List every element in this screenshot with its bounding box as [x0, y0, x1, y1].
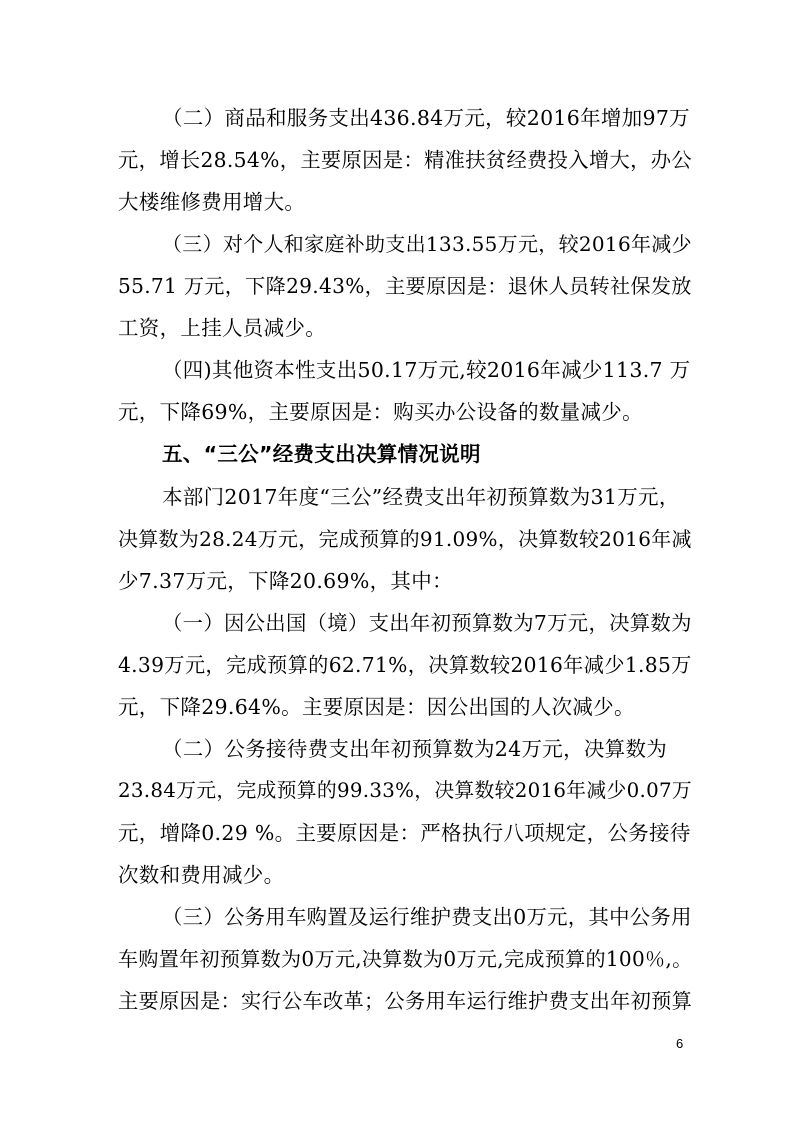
paragraph-3-line-1: （四)其他资本性支出50.17万元,较2016年减少113.7 万 — [162, 358, 691, 382]
paragraph-2-line-2: 55.71 万元，下降29.43%，主要原因是：退休人员转社保发放 — [118, 274, 692, 298]
paragraph-4-line-3: 少7.37万元，下降20.69%，其中： — [118, 569, 453, 593]
page-number: 6 — [676, 1036, 684, 1051]
paragraph-5-line-1: （一）因公出国（境）支出年初预算数为7万元，决算数为 — [162, 611, 692, 635]
paragraph-1-line-1: （二）商品和服务支出436.84万元，较2016年增加97万 — [162, 106, 690, 130]
paragraph-1-line-2: 元，增长28.54%，主要原因是：精准扶贫经费投入增大，办公 — [118, 148, 692, 172]
paragraph-2-line-3: 工资，上挂人员减少。 — [118, 316, 326, 340]
section-heading: 五、“三公”经费支出决算情况说明 — [162, 442, 481, 466]
paragraph-6-line-2: 23.84万元，完成预算的99.33%，决算数较2016年减少0.07万 — [118, 779, 692, 802]
paragraph-6-line-3: 元，增降0.29 %。主要原因是：严格执行八项规定，公务接待 — [118, 821, 691, 845]
paragraph-5-line-2: 4.39万元，完成预算的62.71%，决算数较2016年减少1.85万 — [118, 653, 692, 677]
paragraph-6-line-4: 次数和费用减少。 — [118, 863, 285, 887]
paragraph-2-line-1: （三）对个人和家庭补助支出133.55万元，较2016年减少 — [162, 232, 692, 256]
paragraph-1-line-3: 大楼维修费用增大。 — [118, 190, 306, 214]
paragraph-5-line-3: 元，下降29.64%。主要原因是：因公出国的人次减少。 — [118, 695, 635, 719]
paragraph-4-line-1: 本部门2017年度“三公”经费支出年初预算数为31万元， — [162, 485, 680, 509]
paragraph-3-line-2: 元，下降69%，主要原因是：购买办公设备的数量减少。 — [118, 400, 643, 424]
paragraph-6-line-1: （二）公务接待费支出年初预算数为24万元，决算数为 — [162, 737, 668, 761]
paragraph-7-line-3: 主要原因是：实行公车改革；公务用车运行维护费支出年初预算 — [118, 989, 693, 1013]
paragraph-7-line-1: （三）公务用车购置及运行维护费支出0万元，其中公务用 — [162, 905, 692, 929]
paragraph-4-line-2: 决算数为28.24万元，完成预算的91.09%，决算数较2016年减 — [118, 527, 692, 551]
paragraph-7-line-2: 车购置年初预算数为0万元,决算数为0万元,完成预算的100％,。 — [118, 947, 693, 971]
